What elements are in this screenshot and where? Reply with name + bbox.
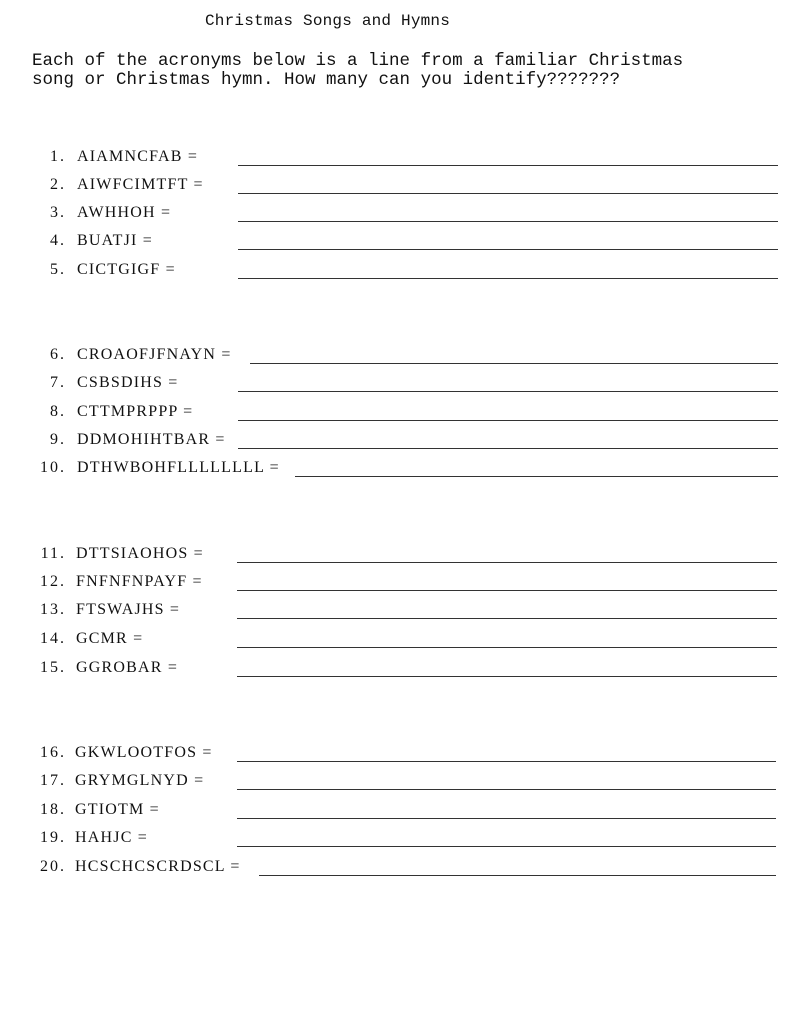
answer-line[interactable] [238, 165, 778, 166]
item-acronym: DTTSIAOHOS = [76, 545, 204, 562]
item-acronym: HAHJC = [75, 829, 148, 846]
item-acronym: CSBSDIHS = [77, 374, 179, 391]
list-item [0, 431, 800, 453]
list-item [0, 659, 800, 681]
answer-line[interactable] [238, 193, 778, 194]
item-acronym: HCSCHCSCRDSCL = [75, 858, 241, 875]
item-acronym: CTTMPRPPP = [77, 403, 194, 420]
item-number: 4. [50, 232, 66, 249]
item-number: 7. [50, 374, 66, 391]
answer-line[interactable] [237, 846, 776, 847]
item-number: 19. [40, 829, 66, 846]
list-item [0, 858, 800, 880]
item-acronym: DTHWBOHFLLLLLLLL = [77, 459, 280, 476]
answer-line[interactable] [237, 647, 777, 648]
answer-line[interactable] [237, 590, 777, 591]
answer-line[interactable] [238, 391, 778, 392]
item-acronym: CROAOFJFNAYN = [77, 346, 232, 363]
item-number: 13. [40, 601, 66, 618]
list-item [0, 630, 800, 652]
list-item [0, 403, 800, 425]
item-number: 8. [50, 403, 66, 420]
instructions: Each of the acronyms below is a line from a familiar Christmas song or Christmas hymn. How many can you identify??????? [32, 51, 684, 90]
item-number: 15. [40, 659, 66, 676]
list-item [0, 459, 800, 481]
item-acronym: DDMOHIHTBAR = [77, 431, 226, 448]
item-acronym: GRYMGLNYD = [75, 772, 205, 789]
answer-line[interactable] [237, 789, 776, 790]
answer-line[interactable] [250, 363, 778, 364]
answer-line[interactable] [237, 676, 777, 677]
item-acronym: GTIOTM = [75, 801, 160, 818]
item-number: 2. [50, 176, 66, 193]
item-acronym: AWHHOH = [77, 204, 172, 221]
page-title: Christmas Songs and Hymns [205, 12, 451, 30]
item-acronym: FNFNFNPAYF = [76, 573, 203, 590]
item-acronym: GCMR = [76, 630, 144, 647]
item-acronym: CICTGIGF = [77, 261, 176, 278]
answer-line[interactable] [238, 249, 778, 250]
list-item [0, 374, 800, 396]
item-acronym: BUATJI = [77, 232, 153, 249]
answer-line[interactable] [238, 278, 778, 279]
item-number: 1. [50, 148, 66, 165]
list-item [0, 346, 800, 368]
list-item [0, 261, 800, 283]
answer-line[interactable] [237, 562, 777, 563]
item-number: 6. [50, 346, 66, 363]
answer-line[interactable] [237, 761, 776, 762]
item-acronym: GGROBAR = [76, 659, 179, 676]
list-item [0, 545, 800, 567]
item-number: 20. [40, 858, 66, 875]
item-number: 10. [40, 459, 66, 476]
item-number: 3. [50, 204, 66, 221]
item-number: 5. [50, 261, 66, 278]
answer-line[interactable] [259, 875, 776, 876]
list-item [0, 801, 800, 823]
item-number: 9. [50, 431, 66, 448]
item-acronym: AIWFCIMTFT = [77, 176, 204, 193]
answer-line[interactable] [238, 221, 778, 222]
list-item [0, 744, 800, 766]
answer-line[interactable] [238, 420, 778, 421]
item-number: 14. [40, 630, 66, 647]
list-item [0, 232, 800, 254]
list-item [0, 829, 800, 851]
item-number: 18. [40, 801, 66, 818]
answer-line[interactable] [237, 618, 777, 619]
item-acronym: FTSWAJHS = [76, 601, 181, 618]
item-number: 16. [40, 744, 66, 761]
item-acronym: GKWLOOTFOS = [75, 744, 213, 761]
answer-line[interactable] [238, 448, 778, 449]
list-item [0, 573, 800, 595]
list-item [0, 204, 800, 226]
item-number: 11. [40, 545, 66, 562]
answer-line[interactable] [295, 476, 778, 477]
item-number: 12. [40, 573, 66, 590]
item-acronym: AIAMNCFAB = [77, 148, 199, 165]
list-item [0, 176, 800, 198]
answer-line[interactable] [237, 818, 776, 819]
item-number: 17. [40, 772, 66, 789]
list-item [0, 601, 800, 623]
list-item [0, 148, 800, 170]
list-item [0, 772, 800, 794]
